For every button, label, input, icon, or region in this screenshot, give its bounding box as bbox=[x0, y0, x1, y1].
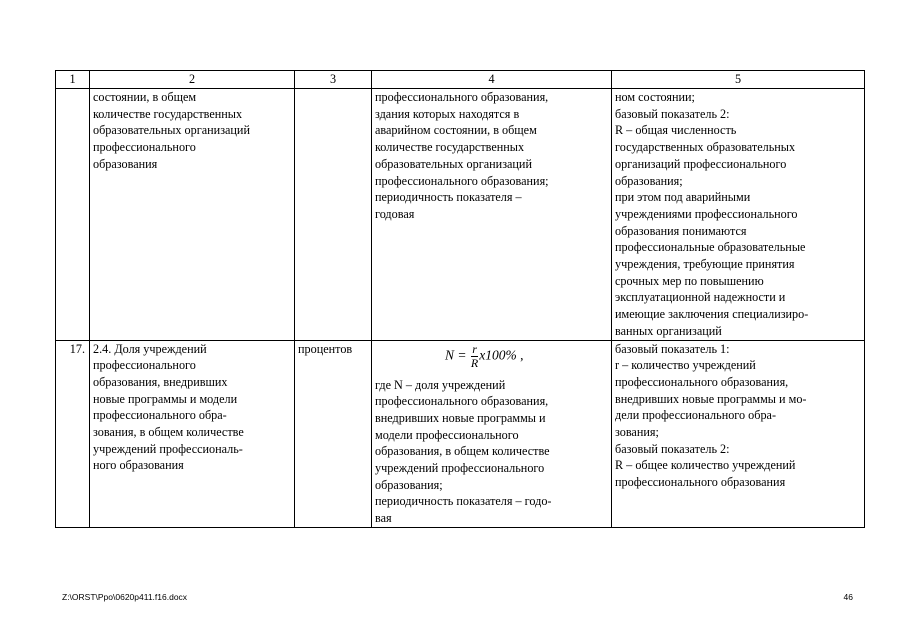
header-col-3: 3 bbox=[295, 71, 372, 89]
footer-file-path: Z:\ORST\Ppo\0620p411.f16.docx bbox=[62, 592, 188, 602]
header-col-1: 1 bbox=[56, 71, 90, 89]
header-col-2: 2 bbox=[90, 71, 295, 89]
indicators-table bbox=[55, 70, 865, 528]
indicator-name: состоянии, в общем количестве государственных образовательных организаций профессионального образования bbox=[90, 89, 295, 341]
formula bbox=[445, 343, 523, 370]
formula-rhs: x100% bbox=[479, 347, 517, 363]
formula-lhs: N = bbox=[445, 347, 467, 363]
row-number: 17. bbox=[56, 340, 90, 527]
formula-fraction bbox=[471, 343, 478, 370]
table-row bbox=[56, 89, 865, 341]
formula-numerator: r bbox=[472, 341, 477, 356]
unit-of-measure: процентов bbox=[295, 340, 372, 527]
basic-indicators: базовый показатель 1: r – количество учреждений профессионального образования, внедривших новые программы и мо- дели профессионального обра- зования; базовый показатель 2: R – общее количество учреждений профессионального образования bbox=[612, 340, 865, 527]
row-number bbox=[56, 89, 90, 341]
header-col-4: 4 bbox=[372, 71, 612, 89]
calculation-method: профессионального образования, здания которых находятся в аварийном состоянии, в общем количестве государственных образовательных организаций профессионального образования; периодичность показателя – годовая bbox=[372, 89, 612, 341]
unit-of-measure bbox=[295, 89, 372, 341]
formula-denominator: R bbox=[470, 355, 479, 370]
calculation-method: где N – доля учреждений профессионального образования, внедривших новые программы и модели профессионального образования, в общем количестве учреждений профессионального образования; периодичность показателя – годо- вая bbox=[375, 377, 552, 526]
basic-indicators: ном состоянии; базовый показатель 2: R – общая численность государственных образовательных организаций профессионального образования; при этом под аварийными учреждениями профессионального образования понимаются профессиональные образовательные учреждения, требующие принятия срочных мер по повышению эксплуатационной надежности и имеющие заключения специализиро- ванных организаций bbox=[612, 89, 865, 341]
formula-trail: , bbox=[516, 347, 524, 363]
formula-block bbox=[375, 341, 608, 385]
table-row bbox=[56, 340, 865, 527]
header-col-5: 5 bbox=[612, 71, 865, 89]
calculation-method-cell bbox=[372, 340, 612, 527]
table-header-row bbox=[56, 71, 865, 89]
indicator-name: 2.4. Доля учреждений профессионального образования, внедривших новые программы и модели профессионального обра- зования, в общем количестве учреждений профессиональ- ного образования bbox=[90, 340, 295, 527]
page-number: 46 bbox=[843, 592, 853, 602]
